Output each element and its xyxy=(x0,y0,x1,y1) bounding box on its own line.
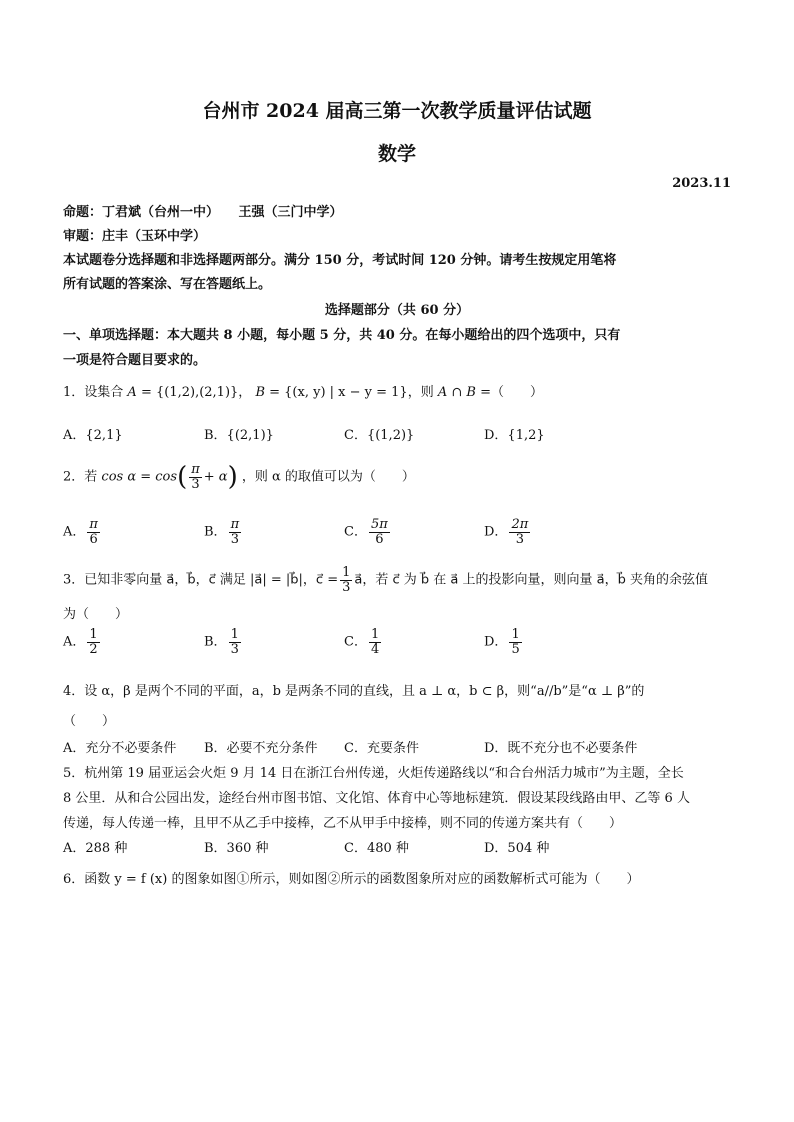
q1-option-a: A．{2,1} xyxy=(63,428,123,443)
q1-set-a: A xyxy=(127,385,137,400)
q2-option-b: B． $\frac{\pi}{3}$ xyxy=(204,517,240,547)
q2-lhs: cos α = cos xyxy=(101,469,178,485)
q1-intersection: A ∩ B xyxy=(437,385,476,400)
q1-tail: =（ ） xyxy=(480,385,543,400)
q3-option-d: D． $\frac{1}{5}$ xyxy=(484,627,520,657)
authors-line: 命题：丁君斌（台州一中） 王强（三门中学） xyxy=(63,205,343,220)
q6-line: 6．函数 y = f (x) 的图象如图①所示，则如图②所示的函数图象所对应的函数解析式可能为（ ） xyxy=(63,872,640,887)
q2-fraction: $\frac{\pi}{3}$ xyxy=(191,461,200,492)
q2-option-d: D． $\frac{2\pi}{3}$ xyxy=(484,517,529,547)
q1-set-b: B xyxy=(255,385,265,400)
q1-set-a-def: = {(1,2),(2,1)}， xyxy=(140,385,252,400)
question-1 xyxy=(63,381,543,400)
q2-option-a: A． $\frac{\pi}{6}$ xyxy=(63,517,98,547)
q1-option-d: D．{1,2} xyxy=(484,428,545,443)
q5-line-1: 5．杭州第 19 届亚运会火炬 9 月 14 日在浙江台州传递，火炬传递路线以“和合台州活力城市”为主题，全长 xyxy=(63,766,684,781)
q5-option-a: A．288 种 xyxy=(63,841,128,856)
q2-tail: ，则 α 的取值可以为（ ） xyxy=(241,469,415,485)
exam-title: 台州市 2024 届高三第一次教学质量评估试题 xyxy=(202,100,592,122)
q4-option-a: A．充分不必要条件 xyxy=(63,741,177,756)
q3-option-c: C． $\frac{1}{4}$ xyxy=(344,627,380,657)
question-3 xyxy=(63,566,708,594)
instructions-line-2: 所有试题的答案涂、写在答题纸上。 xyxy=(63,277,272,292)
section-heading-line-2: 一项是符合题目要求的。 xyxy=(63,353,207,368)
q5-option-c: C．480 种 xyxy=(344,841,409,856)
q3-part-1: 3．已知非零向量 a⃗，b⃗，c⃗ 满足 |a⃗| = |b⃗|，c⃗ = xyxy=(63,572,339,588)
q1-option-c: C．{(1,2)} xyxy=(344,428,415,443)
q3-fraction: $\frac{1}{3}$ xyxy=(342,565,351,595)
q3-option-a: A． $\frac{1}{2}$ xyxy=(63,627,98,657)
exam-date: 2023.11 xyxy=(672,176,731,191)
q1-number: 1．设集合 xyxy=(63,385,124,400)
reviewer-line: 审题：庄丰（玉环中学） xyxy=(63,229,207,244)
q4-option-b: B．必要不充分条件 xyxy=(204,741,318,756)
q4-option-d: D．既不充分也不必要条件 xyxy=(484,741,638,756)
q4-line-1: 4．设 α，β 是两个不同的平面，a，b 是两条不同的直线，且 a ⊥ α，b ⊂ β，则“a//b”是“α ⊥ β”的 xyxy=(63,684,645,699)
subject-title: 数学 xyxy=(377,143,416,165)
q5-option-b: B．360 种 xyxy=(204,841,269,856)
q3-option-b: B． $\frac{1}{3}$ xyxy=(204,627,239,657)
q4-line-2: （ ） xyxy=(63,714,116,729)
q1-option-b: B．{(2,1)} xyxy=(204,428,274,443)
q2-plus-alpha: + α xyxy=(203,469,228,485)
section-title: 选择题部分（共 60 分） xyxy=(324,303,470,318)
q3-line-2: 为（ ） xyxy=(63,607,129,622)
q2-number: 2．若 xyxy=(63,469,98,485)
section-heading-line-1: 一、单项选择题：本大题共 8 小题，每小题 5 分，共 40 分。在每小题给出的四个选项中，只有 xyxy=(63,328,621,343)
q5-line-3: 传递，每人传递一棒，且甲不从乙手中接棒，乙不从甲手中接棒，则不同的传递方案共有（ ） xyxy=(63,816,623,831)
q2-option-c: C． $\frac{5\pi}{6}$ xyxy=(344,517,388,547)
q5-option-d: D．504 种 xyxy=(484,841,550,856)
question-2: 2．若 cos α = cos( $\frac{\pi}{3}$ + α) ，则 α 的取值可以为（ ） xyxy=(63,461,415,492)
q1-set-b-def: = {(x, y) | x − y = 1}，则 xyxy=(269,385,434,400)
q4-option-c: C．充要条件 xyxy=(344,741,419,756)
q5-line-2: 8 公里．从和合公园出发，途经台州市图书馆、文化馆、体育中心等地标建筑．假设某段线路由甲、乙等 6 人 xyxy=(63,791,690,806)
q3-part-2: a⃗，若 c⃗ 为 b⃗ 在 a⃗ 上的投影向量，则向量 a⃗，b⃗ 夹角的余弦值 xyxy=(354,572,708,588)
instructions-line-1: 本试题卷分选择题和非选择题两部分。满分 150 分，考试时间 120 分钟。请考生按规定用笔将 xyxy=(63,253,617,268)
